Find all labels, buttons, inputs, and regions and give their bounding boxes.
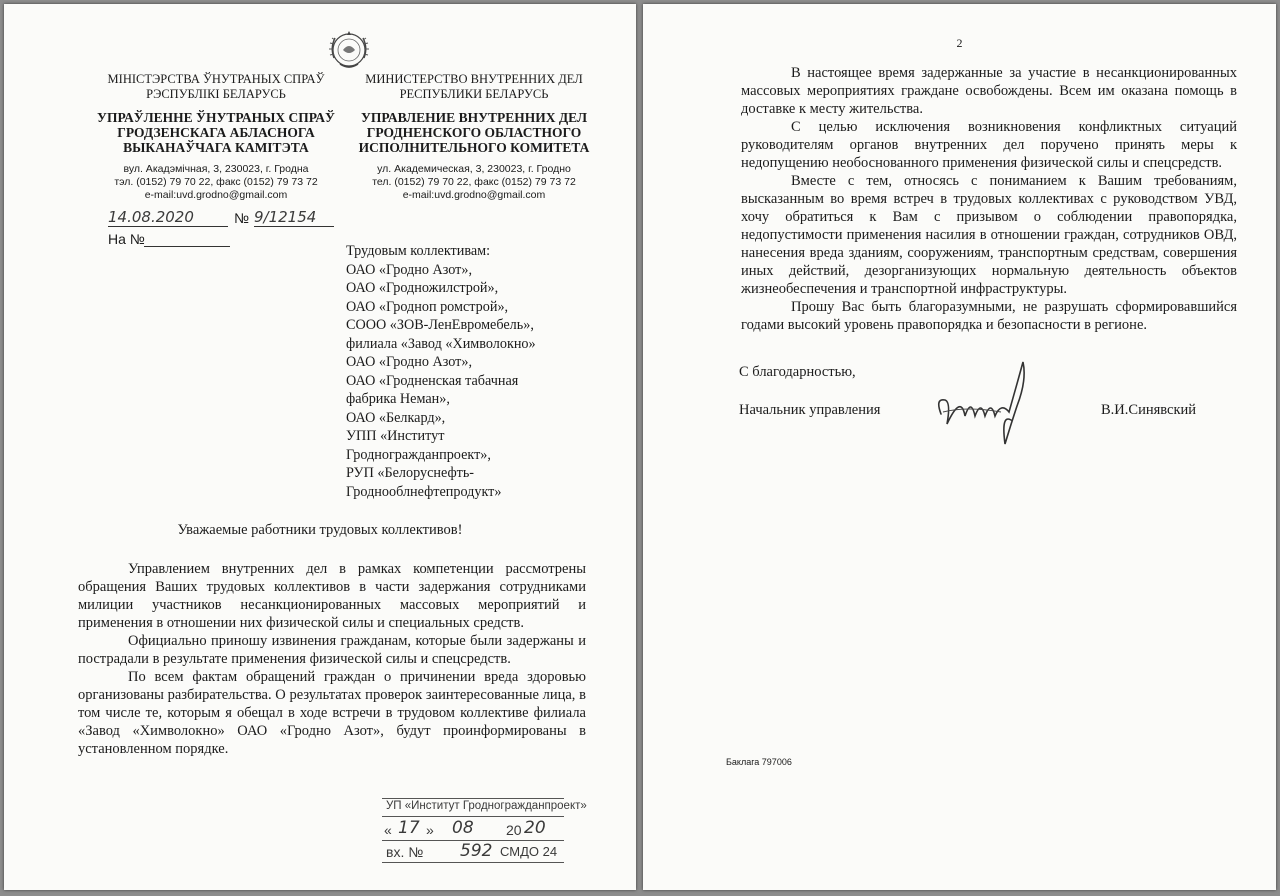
incoming-stamp: УП «Институт Гродногражданпроект» « 17 » 08 20 20 вх. № 592 СМДО 24	[384, 800, 587, 861]
addressee-item: ОАО «Гродно Азот»,	[346, 354, 473, 370]
stamp-year-suffix: 20	[524, 818, 546, 838]
addressee-item: УПП «Институт	[346, 428, 445, 444]
address-ru: ул. Академическая, 3, 230023, г. Гродно тел. (0152) 79 70 22, факс (0152) 79 73 72 e-mail:uvd.grodno@gmail.com	[372, 163, 576, 201]
addressee-item: РУП «Белоруснефть-	[346, 465, 475, 481]
signer-position: Начальник управления	[739, 402, 881, 418]
ministry-name-by: МІНІСТЭРСТВА ЎНУТРАНЫХ СПРАЎ РЭСПУБЛІКІ БЕЛАРУСЬ	[107, 72, 325, 101]
paragraph: Официально приношу извинения гражданам, которые были задержаны и пострадали в результате применения физической силы и спецсредств.	[78, 633, 586, 667]
paragraph: По всем фактам обращений граждан о причинении вреда здоровью организованы разбирательства. О результатах проверок заинтересованные лица, в том числе те, которым я обещал в ходе встречи в трудовом коллективе филиала «Завод «Химволокно» ОАО «Гродно Азот», будут проинформированы в установленном порядке.	[78, 669, 586, 757]
paragraph: Управлением внутренних дел в рамках компетенции рассмотрены обращения Ваших трудовых коллективов в части задержания сотрудниками милиции участников несанкционированных массовых мероприятий и применения в отношении них физической силы и специальных средств.	[78, 561, 586, 631]
header-belarusian	[96, 72, 336, 202]
stamp-title: УП «Институт Гродногражданпроект»	[386, 800, 587, 812]
addressee-item: ОАО «Гродноп ромстрой»,	[346, 298, 509, 315]
addressee-item: Гродногражданпроект»,	[346, 446, 491, 463]
paragraph: Прошу Вас быть благоразумными, не разрушать сформировавшийся годами высокий уровень правопорядка и безопасности в регионе.	[741, 299, 1237, 333]
letter-page-1	[4, 4, 636, 890]
address-by: вул. Акадэмічная, 3, 230023, г. Гродна тэл. (0152) 79 70 22, факс (0152) 79 73 72 e-mail:uvd.grodno@gmail.com	[114, 163, 318, 201]
paragraph: Вместе с тем, относясь с пониманием к Вашим требованиям, высказанным во время встреч в трудовых коллективах с руководством УВД, хочу обратиться к Вам с призывом о соблюдении правопорядка, недопустимости применения насилия в отношении граждан, сотрудников ОВД, нанесения вреда зданиям, сооружениям, транспортным средствам, совершения иных действий, дезорганизующих нормальную деятельность объектов жизнеобеспечения и транспортной инфраструктуры.	[741, 173, 1237, 297]
reply-to-line	[144, 246, 230, 247]
registration-number: 9/12154	[254, 208, 334, 227]
letter-body-page-2	[741, 64, 1237, 334]
reply-to-label: На №	[108, 231, 145, 247]
registration-date: 14.08.2020	[108, 208, 228, 227]
stamp-day: 17	[398, 818, 420, 838]
addressee-item: Гродноoблнефтепродукт»	[346, 483, 502, 500]
page-number: 2	[956, 36, 963, 50]
stamp-month: 08	[452, 818, 474, 838]
closing-phrase: С благодарностью,	[739, 364, 856, 380]
addressee-item: ОАО «Гродно Азот»,	[346, 261, 473, 278]
addressee-item: филиала «Завод «Химволокно»	[346, 335, 536, 352]
department-name-by: УПРАЎЛЕННЕ ЎНУТРАНЫХ СПРАЎ ГРОДЗЕНСКАГА АБЛАСНОГА ВЫКАНАЎЧАГА КАМІТЭТА	[97, 110, 335, 155]
stamp-year-prefix: 20	[506, 822, 522, 838]
registration-number-label: №	[234, 210, 250, 226]
letter-body-page-1	[78, 560, 586, 758]
paragraph: С целью исключения возникновения конфликтных ситуаций руководителям органов внутренних дел поручено принять меры к недопущению необоснованного применения физической силы и спецсредств.	[741, 119, 1237, 171]
letter-page-2	[643, 4, 1276, 890]
paragraph: В настоящее время задержанные за участие в несанкционированных массовых мероприятиях граждане освобождены. Всем им оказана помощь в доставке к месту жительства.	[741, 65, 1237, 117]
department-name-ru: УПРАВЛЕНИЕ ВНУТРЕННИХ ДЕЛ ГРОДНЕНСКОГО ОБЛАСТНОГО ИСПОЛНИТЕЛЬНОГО КОМИТЕТА	[358, 110, 590, 155]
handwritten-signature	[931, 354, 1041, 450]
stamp-trailing: СМДО 24	[500, 844, 558, 859]
addressee-item: СООО «ЗОВ-ЛенЕвромебель»,	[346, 317, 534, 333]
salutation: Уважаемые работники трудовых коллективов!	[177, 522, 463, 538]
header-russian	[358, 72, 590, 202]
state-emblem-icon	[326, 28, 372, 72]
ministry-name-ru: МИНИСТЕРСТВО ВНУТРЕННИХ ДЕЛ РЕСПУБЛИКИ БЕЛАРУСЬ	[365, 72, 583, 101]
addressee-heading: Трудовым коллективам:	[346, 243, 491, 259]
addressee-item: ОАО «Гродненская табачная	[346, 372, 519, 389]
stamp-in-label: вх. №	[386, 844, 424, 860]
addressee-item: ОАО «Гродножилстрой»,	[346, 280, 499, 296]
addressee-item: фабрика Неман»,	[346, 391, 450, 407]
registration-line	[108, 208, 334, 228]
addressee-list	[346, 242, 584, 501]
stamp-in-number: 592	[460, 841, 493, 861]
executor-footnote: Баклага 797006	[726, 757, 792, 767]
signer-name: В.И.Синявский	[1101, 402, 1197, 418]
addressee-item: ОАО «Белкард»,	[346, 409, 446, 426]
